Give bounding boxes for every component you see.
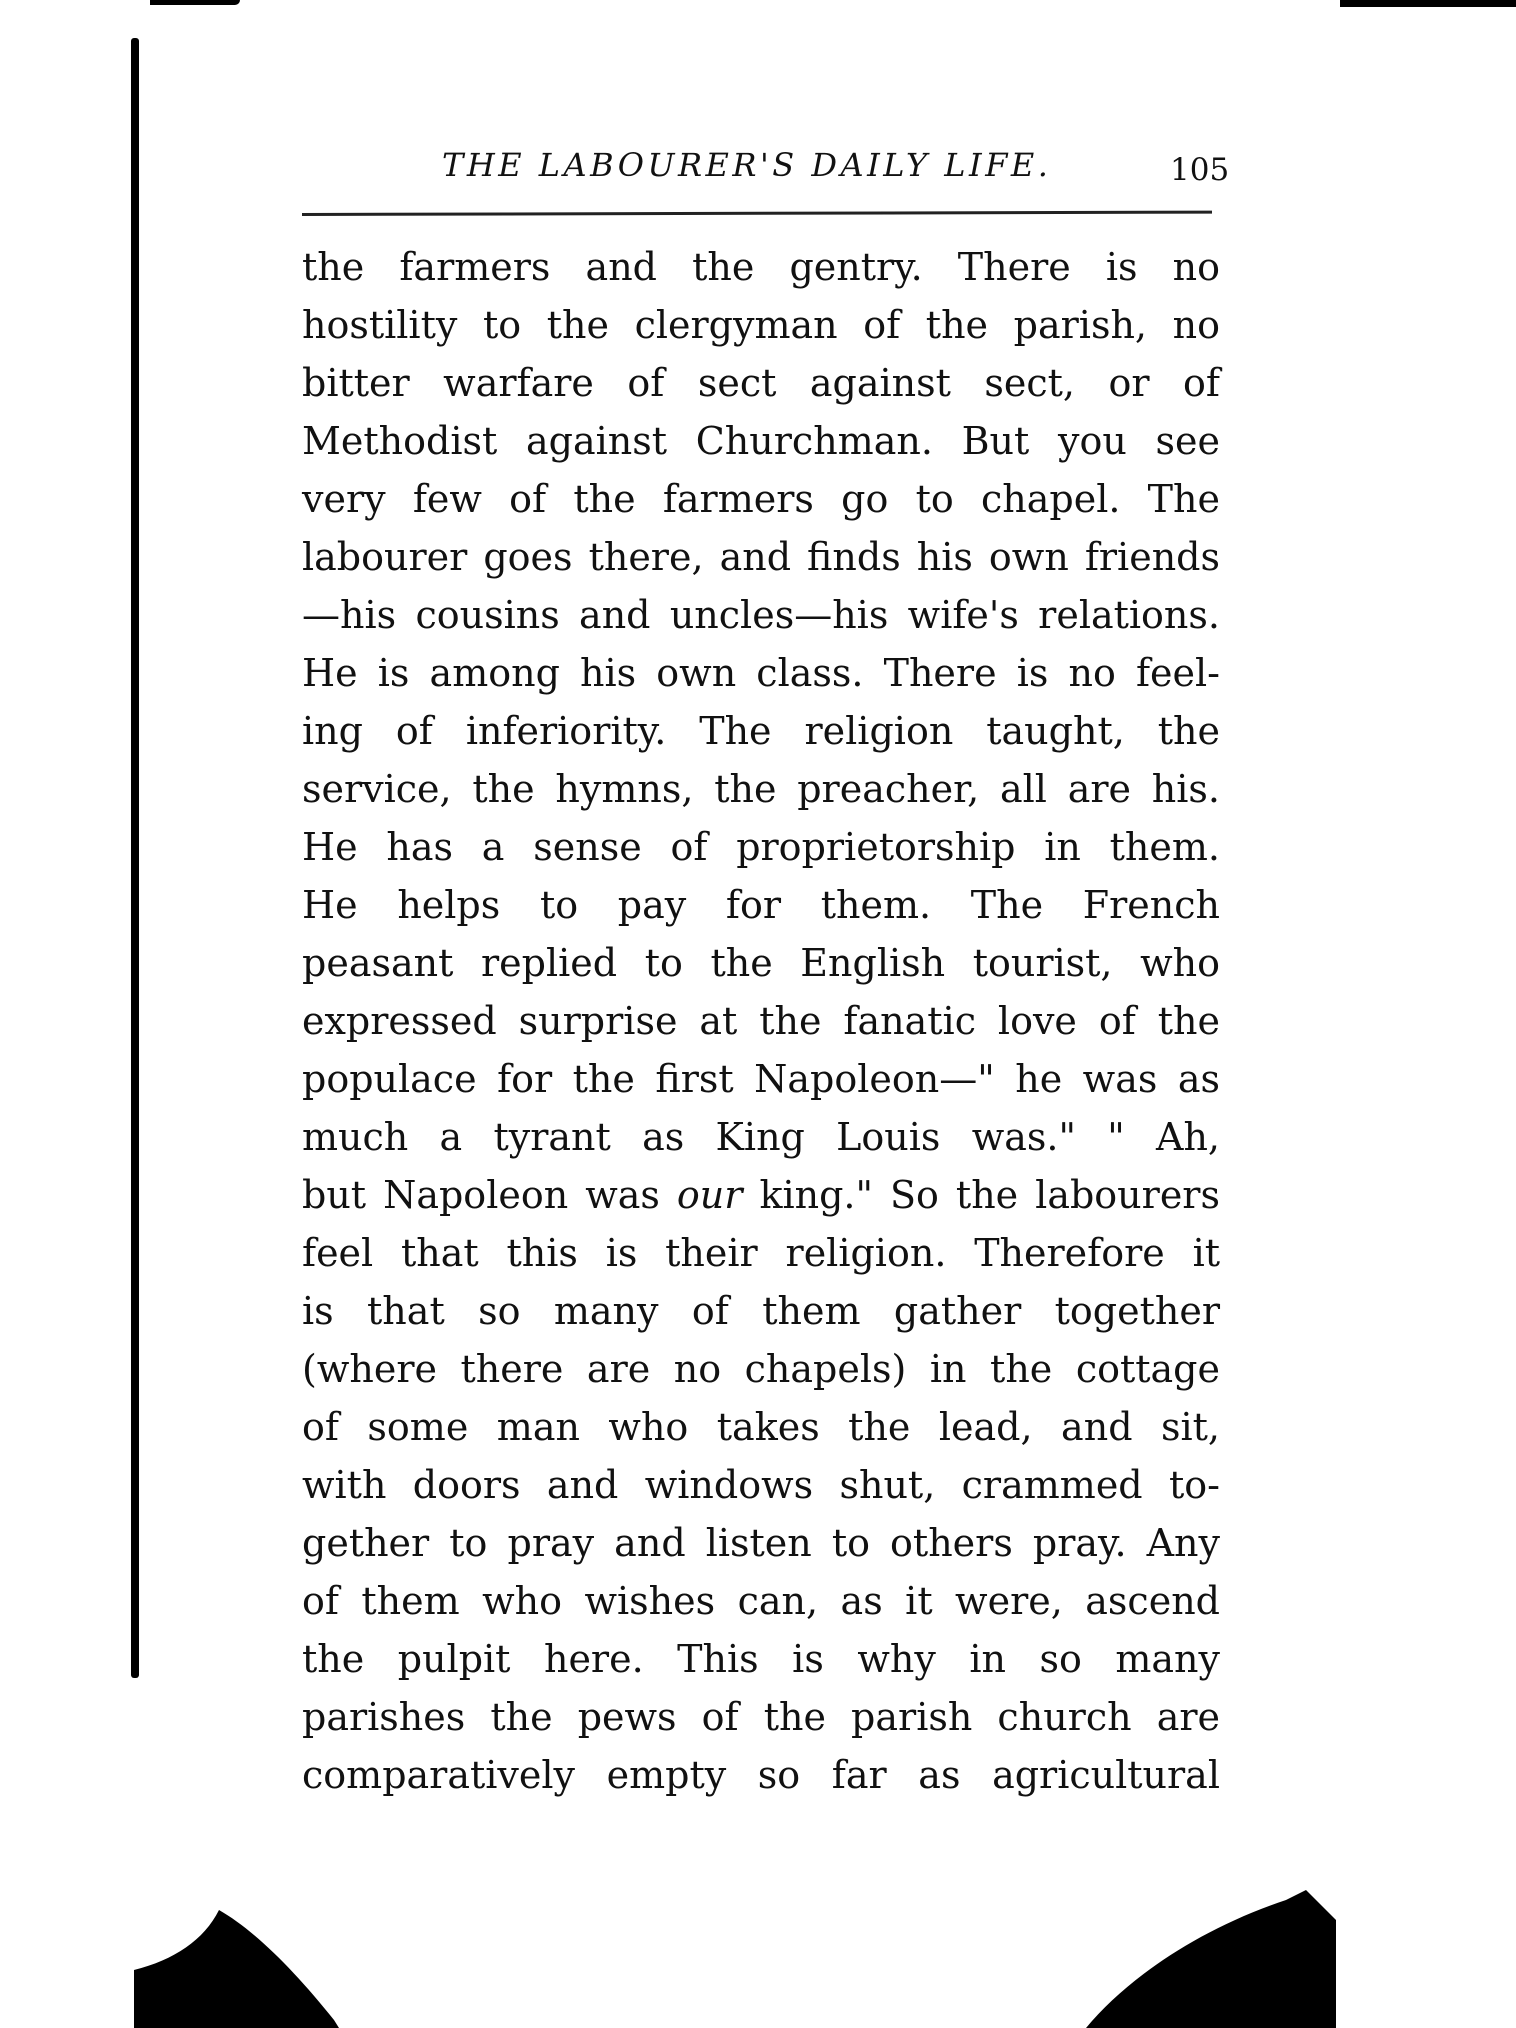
text-segment: king." So the labourers bbox=[759, 1173, 1220, 1217]
text-line: is that so many of them gather together bbox=[302, 1289, 1220, 1333]
header-rule bbox=[302, 211, 1212, 216]
text-line: of them who wishes can, as it were, ascend bbox=[302, 1579, 1220, 1623]
text-line: —his cousins and uncles—his wife's relations. bbox=[302, 593, 1220, 637]
running-header bbox=[300, 130, 1230, 200]
text-line: with doors and windows shut, crammed to- bbox=[302, 1463, 1220, 1507]
text-line: very few of the farmers go to chapel. The bbox=[302, 477, 1220, 521]
scan-edge-mark bbox=[1340, 0, 1516, 7]
text-line: He has a sense of proprietorship in them. bbox=[302, 825, 1220, 869]
text-line: labourer goes there, and finds his own friends bbox=[302, 535, 1220, 579]
text-line: parishes the pews of the parish church are bbox=[302, 1695, 1220, 1739]
text-line: comparatively empty so far as agricultural bbox=[302, 1753, 1220, 1797]
text-line: hostility to the clergyman of the parish, no bbox=[302, 303, 1220, 347]
text-line: the farmers and the gentry. There is no bbox=[302, 245, 1220, 289]
binding-shadow bbox=[131, 38, 139, 1678]
text-line: peasant replied to the English tourist, who bbox=[302, 941, 1220, 985]
text-line: He helps to pay for them. The French bbox=[302, 883, 1220, 927]
text-line: Methodist against Churchman. But you see bbox=[302, 419, 1220, 463]
body-text bbox=[302, 238, 1220, 1804]
text-line: bitter warfare of sect against sect, or of bbox=[302, 361, 1220, 405]
text-line: service, the hymns, the preacher, all are his. bbox=[302, 767, 1220, 811]
text-line: expressed surprise at the fanatic love of the bbox=[302, 999, 1220, 1043]
text-segment: but Napoleon was bbox=[302, 1173, 660, 1217]
scan-edge-mark bbox=[150, 0, 240, 5]
text-line: of some man who takes the lead, and sit, bbox=[302, 1405, 1220, 1449]
running-title: THE LABOURER'S DAILY LIFE. bbox=[442, 146, 1052, 184]
text-line: (where there are no chapels) in the cottage bbox=[302, 1347, 1220, 1391]
text-line: much a tyrant as King Louis was." " Ah, bbox=[302, 1115, 1220, 1159]
text-line: feel that this is their religion. Therefore it bbox=[302, 1231, 1220, 1275]
page-number: 105 bbox=[1170, 152, 1230, 188]
text-line: ing of inferiority. The religion taught, the bbox=[302, 709, 1220, 753]
page-corner-shadow bbox=[1086, 1890, 1336, 2028]
text-line-with-italic bbox=[302, 1166, 1220, 1224]
text-line: He is among his own class. There is no feel- bbox=[302, 651, 1220, 695]
text-line: populace for the first Napoleon—" he was as bbox=[302, 1057, 1220, 1101]
page-corner-shadow bbox=[134, 1910, 354, 2028]
italic-emphasis: our bbox=[676, 1173, 743, 1217]
text-line: the pulpit here. This is why in so many bbox=[302, 1637, 1220, 1681]
text-line: gether to pray and listen to others pray. Any bbox=[302, 1521, 1220, 1565]
